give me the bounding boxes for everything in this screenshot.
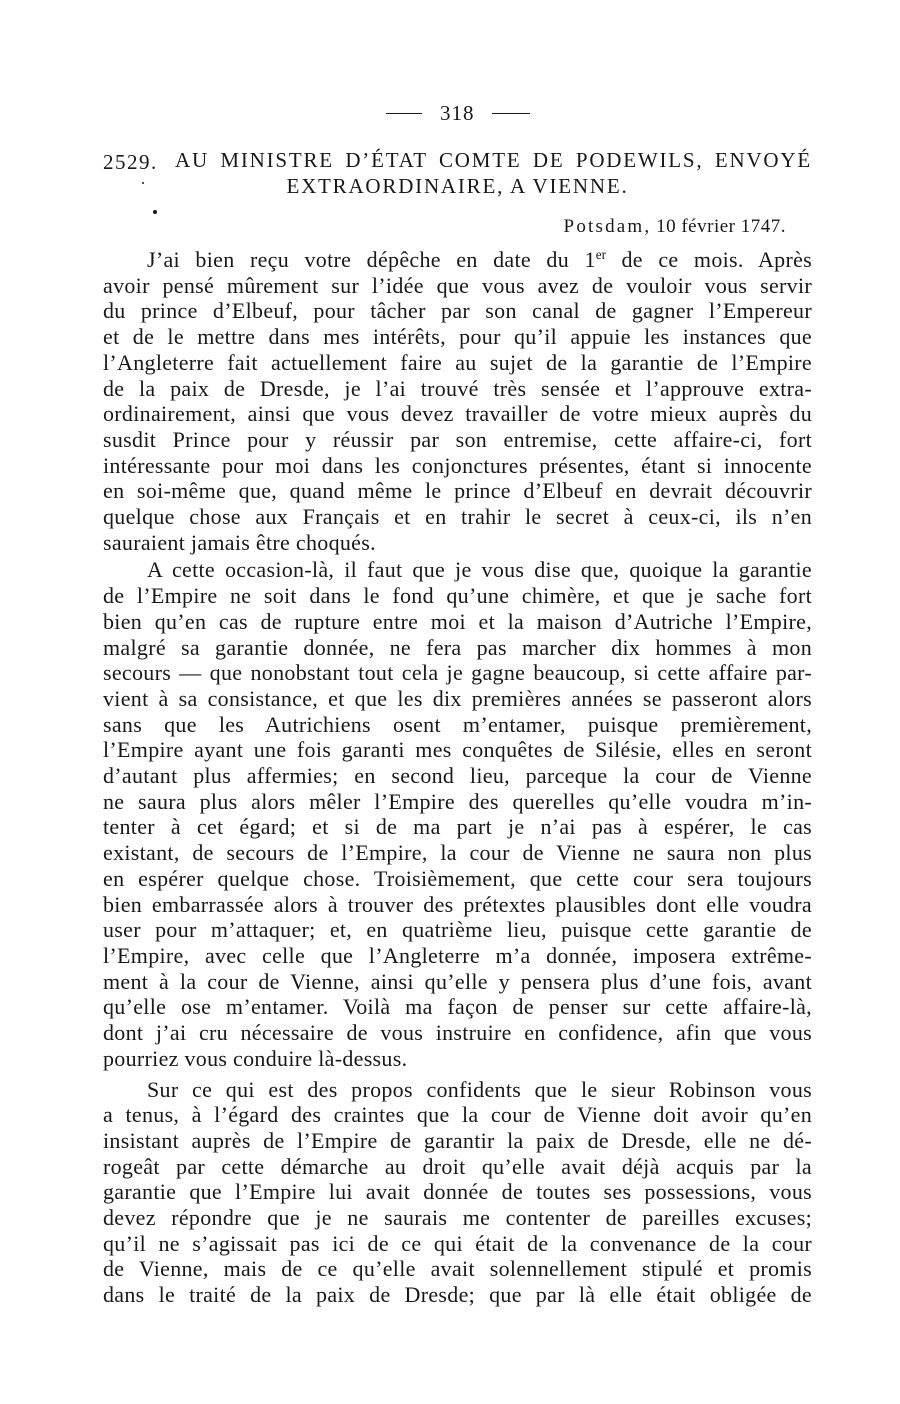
superscript: er	[595, 247, 607, 263]
text-line: susdit Prince pour y réussir par son entremise, cette affaire-ci, fort	[103, 426, 812, 452]
text-line: en soi-même que, quand même le prince d’Elbeuf en devrait découvrir	[103, 478, 812, 504]
text-line: l’Angleterre fait actuellement faire au sujet de la garantie de l’Empire	[103, 349, 812, 375]
text-line: bien qu’en cas de rupture entre moi et la maison d’Autriche l’Empire,	[103, 608, 812, 634]
text-line: et de le mettre dans mes intérêts, pour qu’il appuie les instances que	[103, 324, 812, 350]
text-line: de Vienne, mais de ce qu’elle avait solennellement stipulé et promis	[103, 1256, 812, 1282]
page-number-row	[386, 100, 530, 126]
scan-speck	[142, 182, 144, 184]
scan-speck	[153, 210, 157, 214]
text-line: de la paix de Dresde, je l’ai trouvé très sensée et l’approuve extra-	[103, 375, 812, 401]
text-line: insistant auprès de l’Empire de garantir la paix de Dresde, elle ne dé-	[103, 1127, 812, 1153]
dateline-place: Potsdam,	[563, 216, 652, 237]
text-line: qu’elle ose m’entamer. Voilà ma façon de penser sur cette affaire-là,	[103, 994, 812, 1020]
text-run: J’ai bien reçu votre dépêche en date du 1	[147, 247, 596, 272]
text-line: l’Empire ayant une fois garanti mes conquêtes de Silésie, elles en seront	[103, 737, 812, 763]
text-line: secours — que nonobstant tout cela je gagne beaucoup, si cette affaire par-	[103, 660, 812, 686]
text-line: dont j’ai cru nécessaire de vous instruire en confidence, afin que vous	[103, 1020, 812, 1046]
text-line: rogeât par cette démarche au droit qu’elle avait déjà acquis par la	[103, 1153, 812, 1179]
text-line: en espérer quelque chose. Troisièmement, que cette cour sera toujours	[103, 865, 812, 891]
text-run: de ce mois. Après	[606, 247, 812, 272]
heading-title-line: AU MINISTRE D’ÉTAT COMTE DE PODEWILS, ENVOYÉ	[175, 148, 812, 172]
text-line: de l’Empire ne soit dans le fond qu’une chimère, et que je sache fort	[103, 583, 812, 609]
text-line: existant, de secours de l’Empire, la cour de Vienne ne saura non plus	[103, 840, 812, 866]
text-line: garantie que l’Empire lui avait donnée de toutes ses possessions, vous	[103, 1179, 812, 1205]
paragraph	[103, 247, 812, 555]
text-line: avoir pensé mûrement sur l’idée que vous avez de vouloir vous servir	[103, 272, 812, 298]
paragraph	[103, 1077, 812, 1308]
text-line: bien embarrassée alors à trouver des prétextes plausibles dont elle voudra	[103, 891, 812, 917]
folio-rule	[492, 113, 530, 114]
text-line: sans que les Autrichiens osent m’entamer, puisque premièrement,	[103, 711, 812, 737]
dateline-date: 10 février 1747.	[656, 216, 786, 237]
paragraph	[103, 557, 812, 1071]
text-line: dans le traité de la paix de Dresde; que par là elle était obligée de	[103, 1282, 812, 1308]
text-line: pourriez vous conduire là-dessus.	[103, 1045, 408, 1071]
letter-number: 2529.	[103, 150, 158, 174]
text-line: qu’il ne s’agissait pas ici de ce qui était de la convenance de la cour	[103, 1230, 812, 1256]
heading-row	[103, 147, 812, 173]
text-line: ment à la cour de Vienne, ainsi qu’elle y pensera plus d’une fois, avant	[103, 968, 812, 994]
letter-body	[103, 247, 812, 1308]
text-line: l’Empire, avec celle que l’Angleterre m’a donnée, imposera extrême-	[103, 942, 812, 968]
text-line: vient à sa consistance, et que les dix premières années se passeront alors	[103, 685, 812, 711]
letter-heading	[103, 147, 812, 199]
folio-rule	[386, 113, 422, 114]
heading-title-line: EXTRAORDINAIRE, A VIENNE.	[286, 174, 629, 198]
dateline	[564, 215, 786, 239]
page-number: 318	[440, 100, 475, 125]
text-line: malgré sa garantie donnée, ne fera pas marcher dix hommes à mon	[103, 634, 812, 660]
text-line: A cette occasion-là, il faut que je vous dise que, quoique la garantie	[147, 557, 812, 583]
text-line: user pour m’attaquer; et, en quatrième lieu, puisque cette garantie de	[103, 917, 812, 943]
text-line	[103, 247, 812, 273]
text-line: Sur ce qui est des propos confidents que le sieur Robinson vous	[147, 1076, 812, 1102]
text-line: intéressante pour moi dans les conjonctures présentes, étant si innocente	[103, 452, 812, 478]
text-line: tenter à cet égard; et si de ma part je n’ai pas à espérer, le cas	[103, 814, 812, 840]
text-line: quelque chose aux Français et en trahir le secret à ceux-ci, ils n’en	[103, 504, 812, 530]
text-line: sauraient jamais être choqués.	[103, 529, 376, 555]
text-line: ne saura plus alors mêler l’Empire des querelles qu’elle voudra m’in-	[103, 788, 812, 814]
text-line: devez répondre que je ne saurais me contenter de pareilles excuses;	[103, 1205, 812, 1231]
text-line: du prince d’Elbeuf, pour tâcher par son canal de gagner l’Empereur	[103, 298, 812, 324]
text-line: a tenus, à l’égard des craintes que la cour de Vienne doit avoir qu’en	[103, 1102, 812, 1128]
text-line: d’autant plus affermies; en second lieu, parceque la cour de Vienne	[103, 763, 812, 789]
text-line: ordinairement, ainsi que vous devez travailler de votre mieux auprès du	[103, 401, 812, 427]
